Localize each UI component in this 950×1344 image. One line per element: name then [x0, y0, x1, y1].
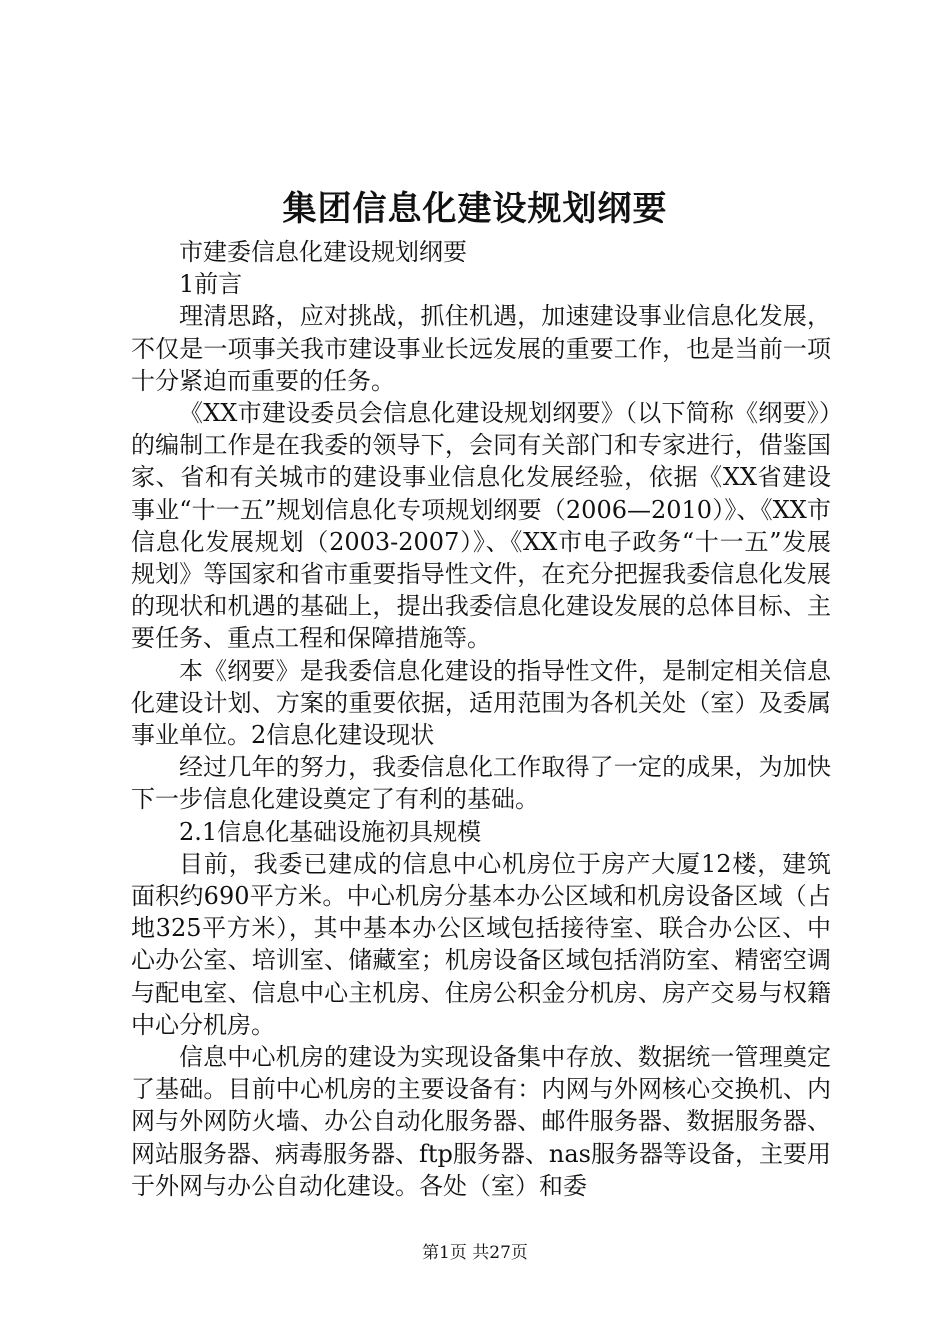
paragraph: 《XX市建设委员会信息化建设规划纲要》（以下简称《纲要》）的编制工作是在我委的领导下，会同有关部门和专家进行，借鉴国家、省和有关城市的建设事业信息化发展经验，依据《XX省建设事业“十一五”规划信息化专项规划纲要（2006—2010）》、《XX市信息化发展规划（2003-2007）》、《XX市电子政务“十一五”发展规划》等国家和省市重要指导性文件，在充分把握我委信息化发展的现状和机遇的基础上，提出我委信息化建设发展的总体目标、主要任务、重点工程和保障措施等。 — [131, 399, 831, 653]
paragraph: 理清思路，应对挑战，抓住机遇，加速建设事业信息化发展，不仅是一项事关我市建设事业长远发展的重要工作，也是当前一项十分紧迫而重要的任务。 — [131, 302, 831, 395]
document-title: 集团信息化建设规划纲要 — [282, 189, 668, 229]
document-body — [131, 236, 831, 1202]
page-footer — [0, 1241, 950, 1265]
paragraph: 本《纲要》是我委信息化建设的指导性文件，是制定相关信息化建设计划、方案的重要依据，适用范围为各机关处（室）及委属事业单位。2信息化建设现状 — [131, 656, 831, 750]
page-total: 共27页 — [472, 1243, 528, 1263]
paragraph-subtitle: 市建委信息化建设规划纲要 — [179, 238, 467, 266]
paragraph: 目前，我委已建成的信息中心机房位于房产大厦12楼，建筑面积约690平方米。中心机房分基本办公区域和机房设备区域（占地325平方米），其中基本办公区域包括接待室、联合办公区、中心办公室、培训室、储藏室；机房设备区域包括消防室、精密空调与配电室、信息中心主机房、住房公积金分机房、房产交易与权籍中心分机房。 — [131, 849, 831, 1039]
page-number: 第1页 — [422, 1243, 467, 1263]
paragraph-section-heading: 1前言 — [179, 270, 243, 299]
paragraph-subsection-heading: 2.1信息化基础设施初具规模 — [179, 817, 482, 846]
paragraph: 信息中心机房的建设为实现设备集中存放、数据统一管理奠定了基础。目前中心机房的主要设备有：内网与外网核心交换机、内网与外网防火墙、办公自动化服务器、邮件服务器、数据服务器、网站服务器、病毒服务器、ftp服务器、nas服务器等设备，主要用于外网与办公自动化建设。各处（室）和委 — [131, 1043, 831, 1200]
paragraph: 经过几年的努力，我委信息化工作取得了一定的成果，为加快下一步信息化建设奠定了有利的基础。 — [131, 753, 831, 814]
